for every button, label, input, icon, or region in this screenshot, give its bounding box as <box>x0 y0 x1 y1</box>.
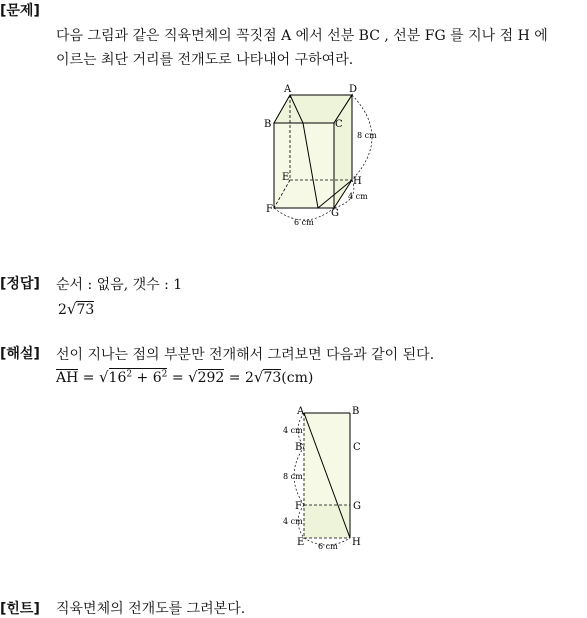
vertex-label: E <box>297 537 305 548</box>
dim-label: 4 cm <box>283 426 303 435</box>
vertex-label: C <box>335 119 343 130</box>
unit: (cm) <box>281 370 314 386</box>
vertex-label: H <box>353 176 362 187</box>
vertex-label: B <box>352 406 360 417</box>
vertex-label: F <box>266 204 273 215</box>
cuboid-figure <box>260 82 385 230</box>
net-face-middle <box>304 413 350 505</box>
dim-label: 4 cm <box>348 192 368 201</box>
sqrt-symbol: √ <box>66 300 77 318</box>
vertex-label: B <box>295 442 303 453</box>
vertex-label: A <box>297 406 305 417</box>
answer-label: [정답] <box>0 276 40 292</box>
answer-radicand: 73 <box>76 302 95 318</box>
vertex-label: D <box>349 84 358 95</box>
sqrt-symbol: √ <box>188 368 198 386</box>
vertex-label: C <box>353 442 361 453</box>
equals-sign: = <box>171 370 184 386</box>
front-face <box>274 123 334 208</box>
explanation-label: [해설] <box>0 346 40 362</box>
dim-label: 4 cm <box>283 517 303 526</box>
answer-value <box>58 300 94 318</box>
equals-sign: = <box>82 370 95 386</box>
problem-line-2: 이르는 최단 거리를 전개도로 나타내어 구하여라. <box>56 52 354 68</box>
base-16: 16 <box>108 370 127 386</box>
dim-label: 8 cm <box>357 131 377 140</box>
radicand-73: 73 <box>263 370 282 386</box>
explanation-formula <box>56 368 313 386</box>
net-face-bottom <box>304 505 350 538</box>
sqrt-symbol: √ <box>98 368 109 386</box>
vertex-label: F <box>295 501 302 512</box>
base-6: 6 <box>152 370 162 386</box>
exp: 2 <box>161 369 168 380</box>
equals-sign: = <box>228 370 241 386</box>
result-coef: 2 <box>244 370 254 386</box>
plus-sign: + <box>136 370 149 386</box>
vertex-label: B <box>264 119 272 130</box>
problem-label: [문제] <box>0 3 40 19</box>
explanation-line-1: 선이 지나는 점의 부분만 전개해서 그려보면 다음과 같이 된다. <box>56 347 435 363</box>
hint-text: 직육면체의 전개도를 그려본다. <box>56 601 246 617</box>
vertex-label: G <box>353 501 361 512</box>
answer-line-1: 순서 : 없음, 갯수 : 1 <box>56 277 183 293</box>
vertex-label: G <box>331 208 339 219</box>
radicand-292: 292 <box>197 370 225 386</box>
sqrt-symbol: √ <box>253 368 264 386</box>
exp: 2 <box>126 369 133 380</box>
hint-label: [힌트] <box>0 601 40 617</box>
vertex-label: E <box>282 172 290 183</box>
sqrt-sum <box>109 368 168 386</box>
dim-label: 6 cm <box>318 542 338 551</box>
segment-ah: AH <box>56 370 79 386</box>
vertex-label: A <box>284 84 292 95</box>
problem-line-1: 다음 그림과 같은 직육면체의 꼭짓점 A 에서 선분 BC , 선분 FG 를 지나 점 H 에 <box>56 28 548 44</box>
answer-coef: 2 <box>58 302 67 318</box>
vertex-label: H <box>352 537 361 548</box>
dim-label: 6 cm <box>294 218 314 227</box>
net-figure <box>276 400 366 556</box>
dim-label: 8 cm <box>283 472 303 481</box>
